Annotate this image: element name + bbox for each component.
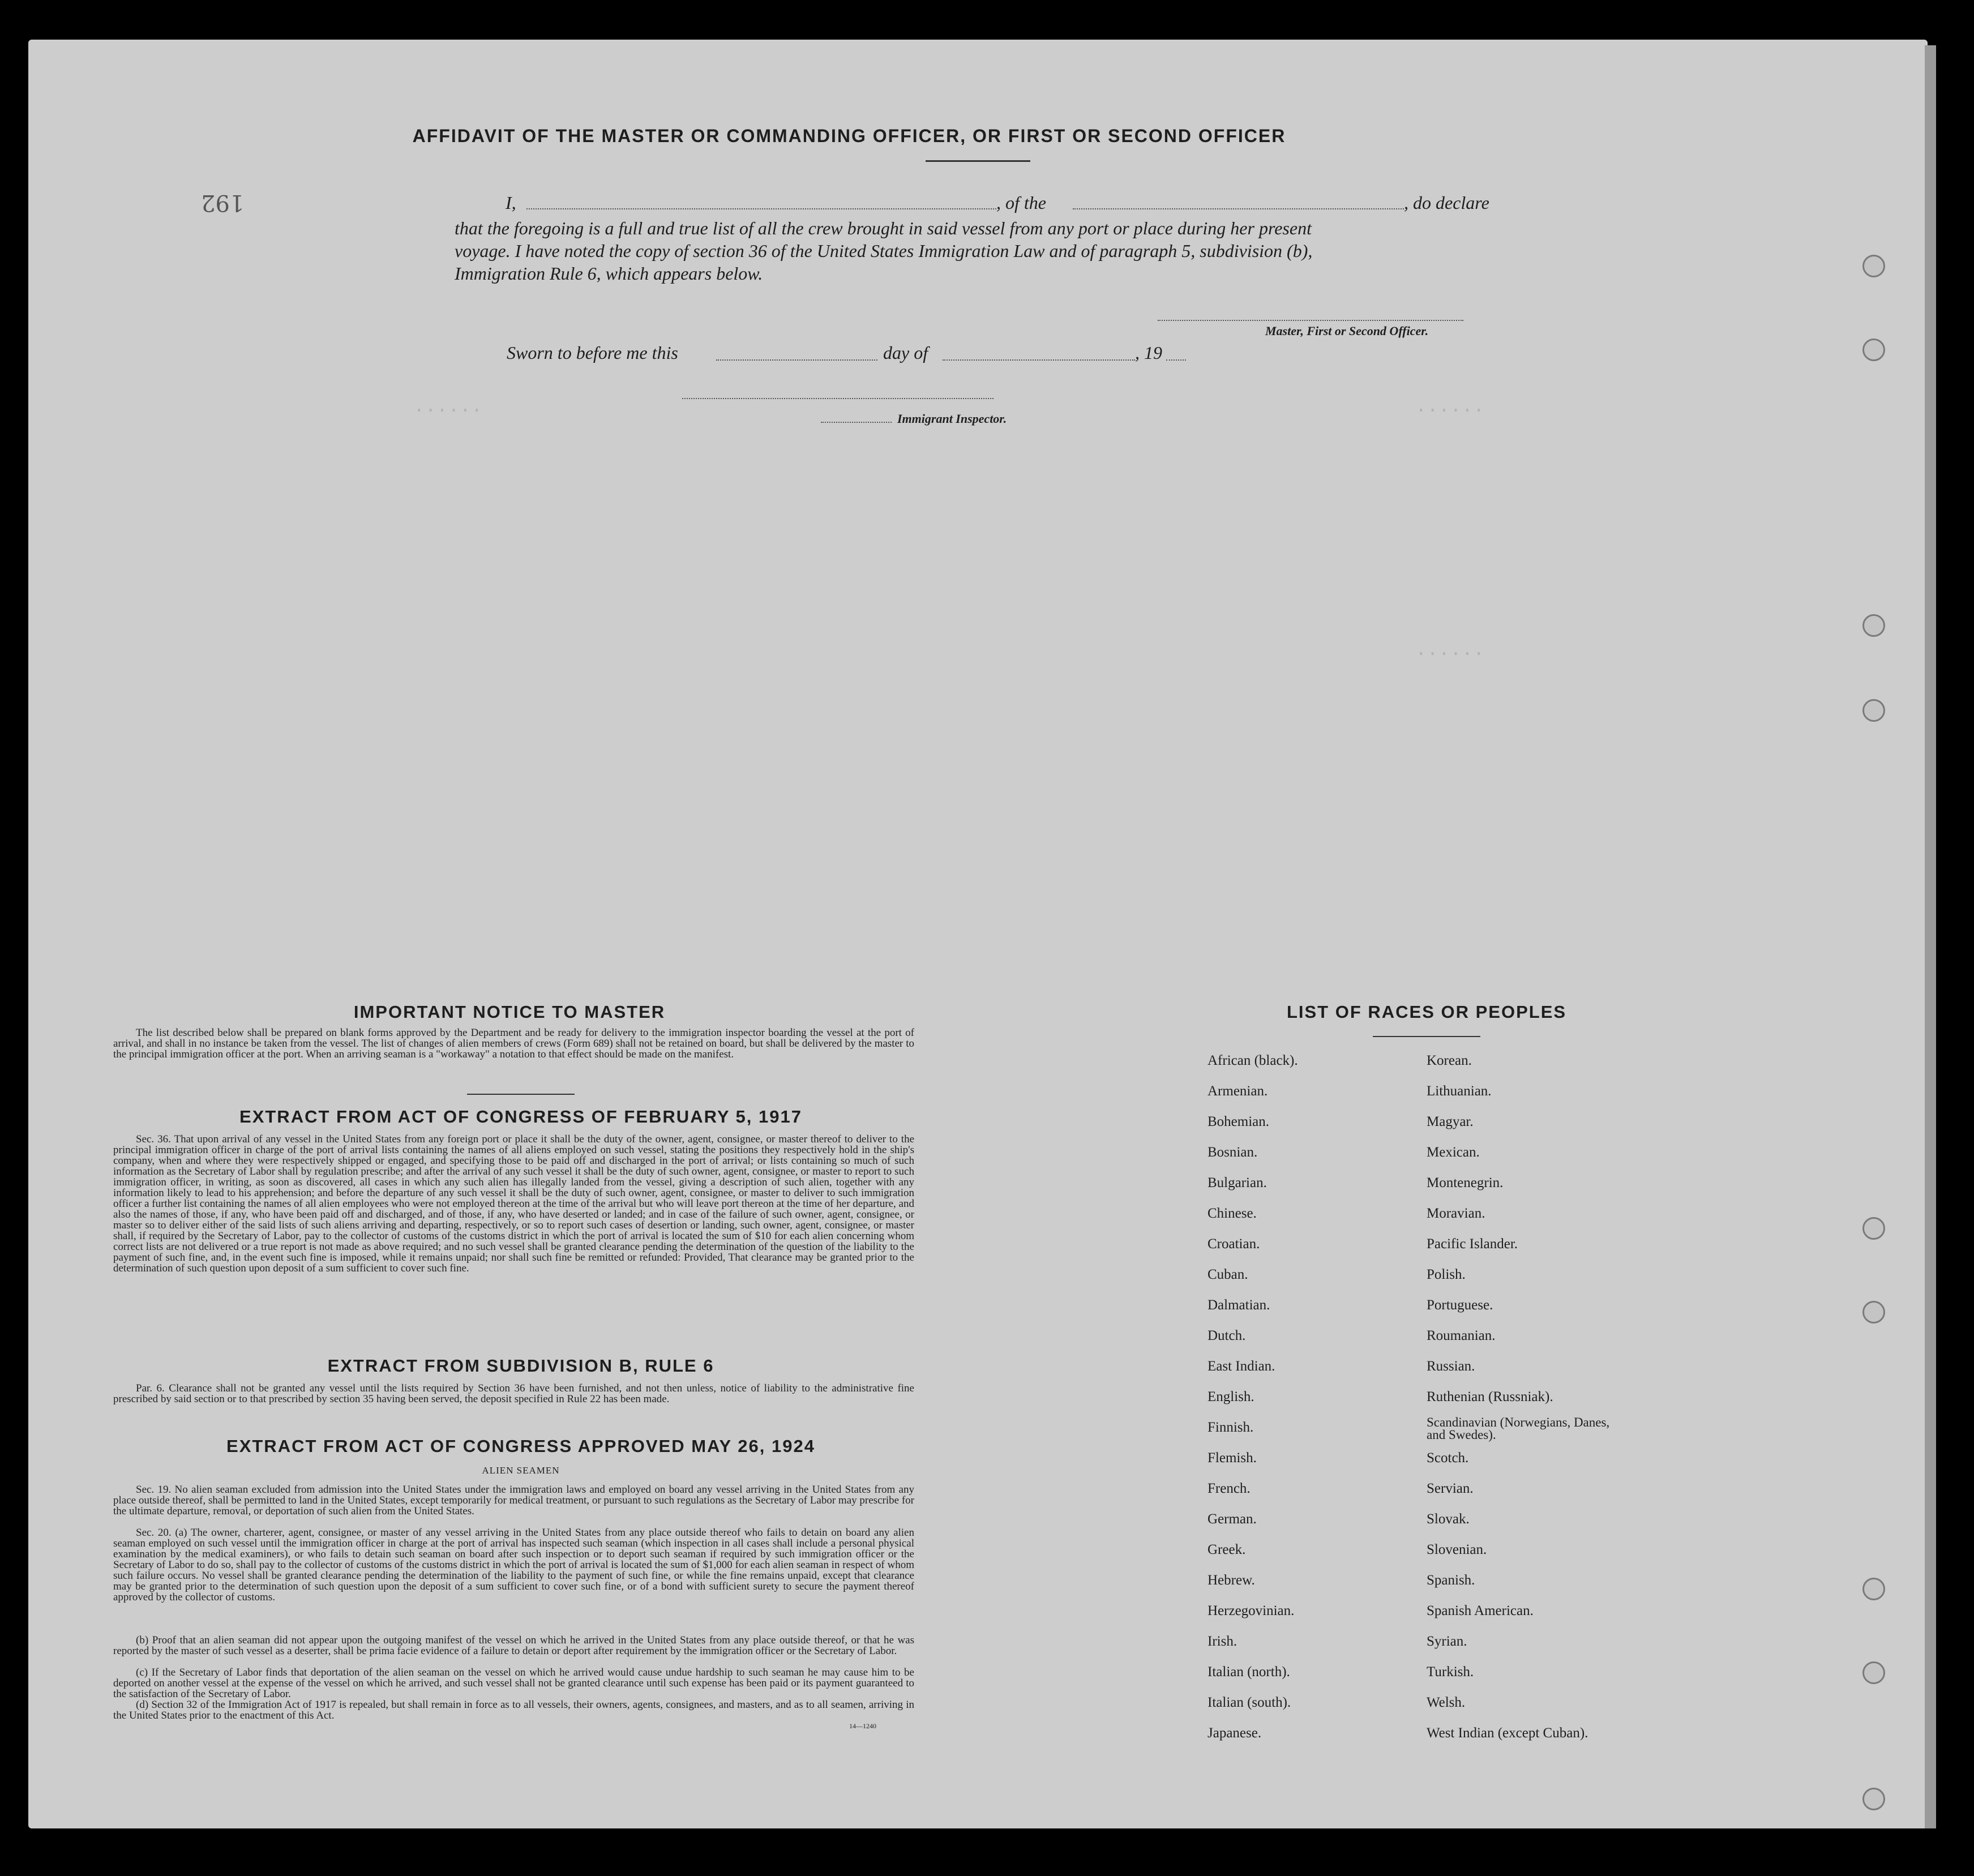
name-field[interactable]: [526, 208, 996, 209]
sec-19-text: Sec. 19. No alien seaman excluded from admission into the United States under the immigration laws and employed on board any vessel arriving in the United States from any place outside thereof, shall be permitted to land in the United States, except temporarily for medical treatment, or pursuant to such regulations as the Secretary of Labor may prescribe for the ultimate departure, removal, or deportation of such alien from the United States.: [113, 1484, 914, 1517]
extract-1924-title: EXTRACT FROM ACT OF CONGRESS APPROVED MAY 26, 1924: [226, 1436, 815, 1456]
affidavit-title: AFFIDAVIT OF THE MASTER OR COMMANDING OFFICER, OR FIRST OR SECOND OFFICER: [412, 126, 1286, 146]
master-signature-line[interactable]: [1158, 320, 1463, 321]
extract-1917-text: Sec. 36. That upon arrival of any vessel in the United States from any foreign port or place it shall be the duty of the owner, agent, consignee, or master thereof to deliver to the principal immigration officer in charge of the port of arrival lists containing the names of all aliens employed on such vessel, stating the positions they respectively hold in the ship's company, when and where they were respectively shipped or engaged, and specifying those to be paid off and discharged in the port of arrival; or lists containing so much of such information as the Secretary of Labor shall by regulation prescribe; and after the arrival of any such vessel it shall be the duty of such owner, agent, consignee, or master to report to such immigration officer, in writing, as soon as discovered, all cases in which any such alien has illegally landed from the vessel, giving a description of such alien, together with any information likely to lead to his apprehension; and before the departure of any such vessel it shall be the duty of such owner, agent, consignee, or master to deliver to such immigration officer a further list containing the names of all alien employees who were not employed thereon at the time of the arrival but who will leave port thereon at the time of her departure, and also the names of those, if any, who have been paid off and discharged, and of those, if any, who have deserted or landed; and in case of the failure of such owner, agent, consignee, or master so to deliver either of the said lists of such aliens arriving and departing, respectively, or so to report such cases of desertion or landing, such owner, agent, consignee, or master shall, if required by the Secretary of Labor, pay to the collector of customs of the customs district in which the port of arrival is located the sum of $10 for each alien concerning whom correct lists are not delivered or a true report is not made as above required; and no such vessel shall be granted clearance pending the determination of the question of the liability to the payment of such fine, and, in the event such fine is imposed, while it remains unpaid; nor shall such fine be remitted or refunded: Provided, That clearance may be granted prior to the determination of such question upon deposit of a sum sufficient to cover such fine.: [113, 1133, 914, 1274]
bleed-through-text: ......: [413, 396, 483, 418]
binder-hole: [1862, 339, 1885, 361]
race-item: East Indian.: [1207, 1359, 1275, 1374]
affidavit-line-3: voyage. I have noted the copy of section 36 of the United States Immigration Law and of paragraph 5, subdivision (b),: [455, 241, 1313, 261]
race-item: Hebrew.: [1207, 1573, 1255, 1588]
race-item: Moravian.: [1427, 1206, 1485, 1221]
race-item: Dalmatian.: [1207, 1297, 1270, 1313]
race-item: African (black).: [1207, 1053, 1298, 1068]
race-item: Montenegrin.: [1427, 1175, 1504, 1190]
bleed-through-text: ......: [1415, 640, 1485, 661]
race-item: Portuguese.: [1427, 1297, 1493, 1313]
of-the-label: , of the: [996, 192, 1046, 213]
vessel-field[interactable]: [1073, 208, 1404, 209]
race-item: Ruthenian (Russniak).: [1427, 1389, 1553, 1404]
race-item: Italian (south).: [1207, 1695, 1291, 1710]
race-item: West Indian (except Cuban).: [1427, 1725, 1588, 1741]
sworn-day-field[interactable]: [716, 359, 877, 361]
rule-6-text: Par. 6. Clearance shall not be granted any vessel until the lists required by Section 36 have been furnished, and not then unless, notice of liability to the administrative fine prescribed by said section or to that prescribed by section 35 having been served, the deposit specified in Rule 22 has been made.: [113, 1382, 914, 1405]
race-item: English.: [1207, 1389, 1254, 1404]
race-item: German.: [1207, 1511, 1257, 1527]
race-item: Russian.: [1427, 1359, 1475, 1374]
race-item: Scotch.: [1427, 1450, 1469, 1466]
affidavit-line-2: that the foregoing is a full and true list of all the crew brought in said vessel from any port or place during her present: [455, 218, 1312, 238]
race-item: Bulgarian.: [1207, 1175, 1267, 1190]
race-item: Bosnian.: [1207, 1145, 1258, 1160]
form-number: 14—1240: [849, 1722, 876, 1730]
notice-divider: [467, 1094, 575, 1095]
sec-20a-text: Sec. 20. (a) The owner, charterer, agent, consignee, or master of any vessel arriving in the United States from any place outside thereof who fails to detain on board any alien seaman employed on such vessel until the immigration officer in charge at the port of arrival has inspected such seaman (which inspection in all cases shall include a personal physical examination by the medical examiners), or who fails to detain such seaman on board after such inspection or to deport such seaman if required by such immigration officer or the Secretary of Labor to do so, shall pay to the collector of customs of the customs district in which the port of arrival is located the sum of $1,000 for each alien seaman in respect of whom such failure occurs. No vessel shall be granted clearance pending the determination of the liability to the payment of such fine, or while the fine remains unpaid, except that clearance may be granted prior to the determination of such question upon the deposit of a sum sufficient to cover such fine, or of a bond with sufficient surety to secure the payment thereof approved by the collector of customs.: [113, 1527, 914, 1603]
races-underline: [1373, 1036, 1480, 1037]
race-item: Chinese.: [1207, 1206, 1257, 1221]
extract-1917-title: EXTRACT FROM ACT OF CONGRESS OF FEBRUARY 5, 1917: [239, 1107, 802, 1127]
race-item: Lithuanian.: [1427, 1083, 1492, 1099]
race-item: Servian.: [1427, 1481, 1474, 1496]
race-item: Flemish.: [1207, 1450, 1257, 1466]
affidavit-line-4: Immigration Rule 6, which appears below.: [455, 263, 763, 284]
year-label: , 19: [1135, 342, 1162, 363]
race-item: Welsh.: [1427, 1695, 1466, 1710]
race-item: Finnish.: [1207, 1420, 1254, 1435]
inspector-signature-line[interactable]: [682, 398, 994, 399]
rule-6-title: EXTRACT FROM SUBDIVISION B, RULE 6: [327, 1356, 714, 1376]
race-item: Scandinavian (Norwegians, Danes, and Swedes).: [1427, 1415, 1610, 1442]
race-item: Slovak.: [1427, 1511, 1470, 1527]
binder-hole: [1862, 255, 1885, 277]
notice-title: IMPORTANT NOTICE TO MASTER: [353, 1002, 666, 1022]
sworn-month-field[interactable]: [943, 359, 1135, 361]
sworn-label: Sworn to before me this: [507, 342, 678, 363]
binder-hole: [1862, 1301, 1885, 1324]
year-field[interactable]: [1166, 359, 1186, 361]
race-item: Korean.: [1427, 1053, 1472, 1068]
affidavit-i-label: I,: [506, 192, 516, 213]
race-item: French.: [1207, 1481, 1251, 1496]
binder-hole: [1862, 1661, 1885, 1684]
binder-hole: [1862, 1217, 1885, 1240]
race-item: Herzegovinian.: [1207, 1603, 1295, 1618]
inspector-signature-line-2[interactable]: [821, 422, 892, 423]
race-item: Magyar.: [1427, 1114, 1474, 1129]
binder-hole: [1862, 614, 1885, 637]
master-label: Master, First or Second Officer.: [1265, 324, 1429, 338]
race-item: Greek.: [1207, 1542, 1246, 1557]
page-edge: [1925, 45, 1936, 1828]
title-underline: [926, 160, 1030, 162]
bleed-through-text: ......: [1415, 396, 1485, 418]
race-item: Roumanian.: [1427, 1328, 1496, 1343]
notice-text: The list described below shall be prepared on blank forms approved by the Department and be ready for delivery to the immigration inspector boarding the vessel at the port of arrival, and shall in no instance be taken from the vessel. The list of changes of alien members of crews (Form 689) shall not be retained on board, but shall be delivered by the master to the principal immigration officer at the port. When an arriving seaman is a "workaway" a notation to that effect should be made on the manifest.: [113, 1027, 914, 1060]
margin-note: 192: [201, 190, 245, 216]
race-item: Dutch.: [1207, 1328, 1246, 1343]
race-item: Cuban.: [1207, 1267, 1248, 1282]
do-declare-label: , do declare: [1404, 192, 1489, 213]
race-item: Armenian.: [1207, 1083, 1268, 1099]
inspector-label: Immigrant Inspector.: [897, 412, 1007, 426]
race-item: Slovenian.: [1427, 1542, 1487, 1557]
race-item: Syrian.: [1427, 1634, 1467, 1649]
race-item: Turkish.: [1427, 1664, 1474, 1680]
race-item: Polish.: [1427, 1267, 1466, 1282]
sec-20c-text: (c) If the Secretary of Labor finds that deportation of the alien seaman on the vessel on which he arrived would cause undue hardship to such seaman he may cause him to be deported on another vessel at the expense of the vessel on which he arrived, and such vessel shall not be granted clearance until such expense has been paid or its payment guaranteed to the satisfaction of the Secretary of Labor.: [113, 1667, 914, 1700]
races-title: LIST OF RACES OR PEOPLES: [1286, 1002, 1567, 1022]
race-item: Croatian.: [1207, 1236, 1260, 1252]
race-item: Japanese.: [1207, 1725, 1262, 1741]
race-item: Irish.: [1207, 1634, 1238, 1649]
alien-seamen-subtitle: ALIEN SEAMEN: [482, 1465, 560, 1476]
binder-hole: [1862, 1788, 1885, 1810]
race-item: Mexican.: [1427, 1145, 1480, 1160]
race-item: Bohemian.: [1207, 1114, 1270, 1129]
race-item: Pacific Islander.: [1427, 1236, 1518, 1252]
day-of-label: day of: [883, 342, 928, 363]
race-item: Italian (north).: [1207, 1664, 1290, 1680]
binder-hole: [1862, 699, 1885, 722]
sec-20b-text: (b) Proof that an alien seaman did not appear upon the outgoing manifest of the vessel on which he arrived in the United States from any place outside thereof, or that he was reported by the master of such vessel as a deserter, shall be prima facie evidence of a failure to detain or deport after requirement by the immigration officer or the Secretary of Labor.: [113, 1634, 914, 1657]
sec-20d-text: (d) Section 32 of the Immigration Act of 1917 is repealed, but shall remain in force as to all vessels, their owners, agents, consignees, and masters, and as to all seamen, arriving in the United States prior to the enactment of this Act.: [113, 1699, 914, 1721]
race-item: Spanish American.: [1427, 1603, 1534, 1618]
race-item: Spanish.: [1427, 1573, 1475, 1588]
binder-hole: [1862, 1578, 1885, 1600]
